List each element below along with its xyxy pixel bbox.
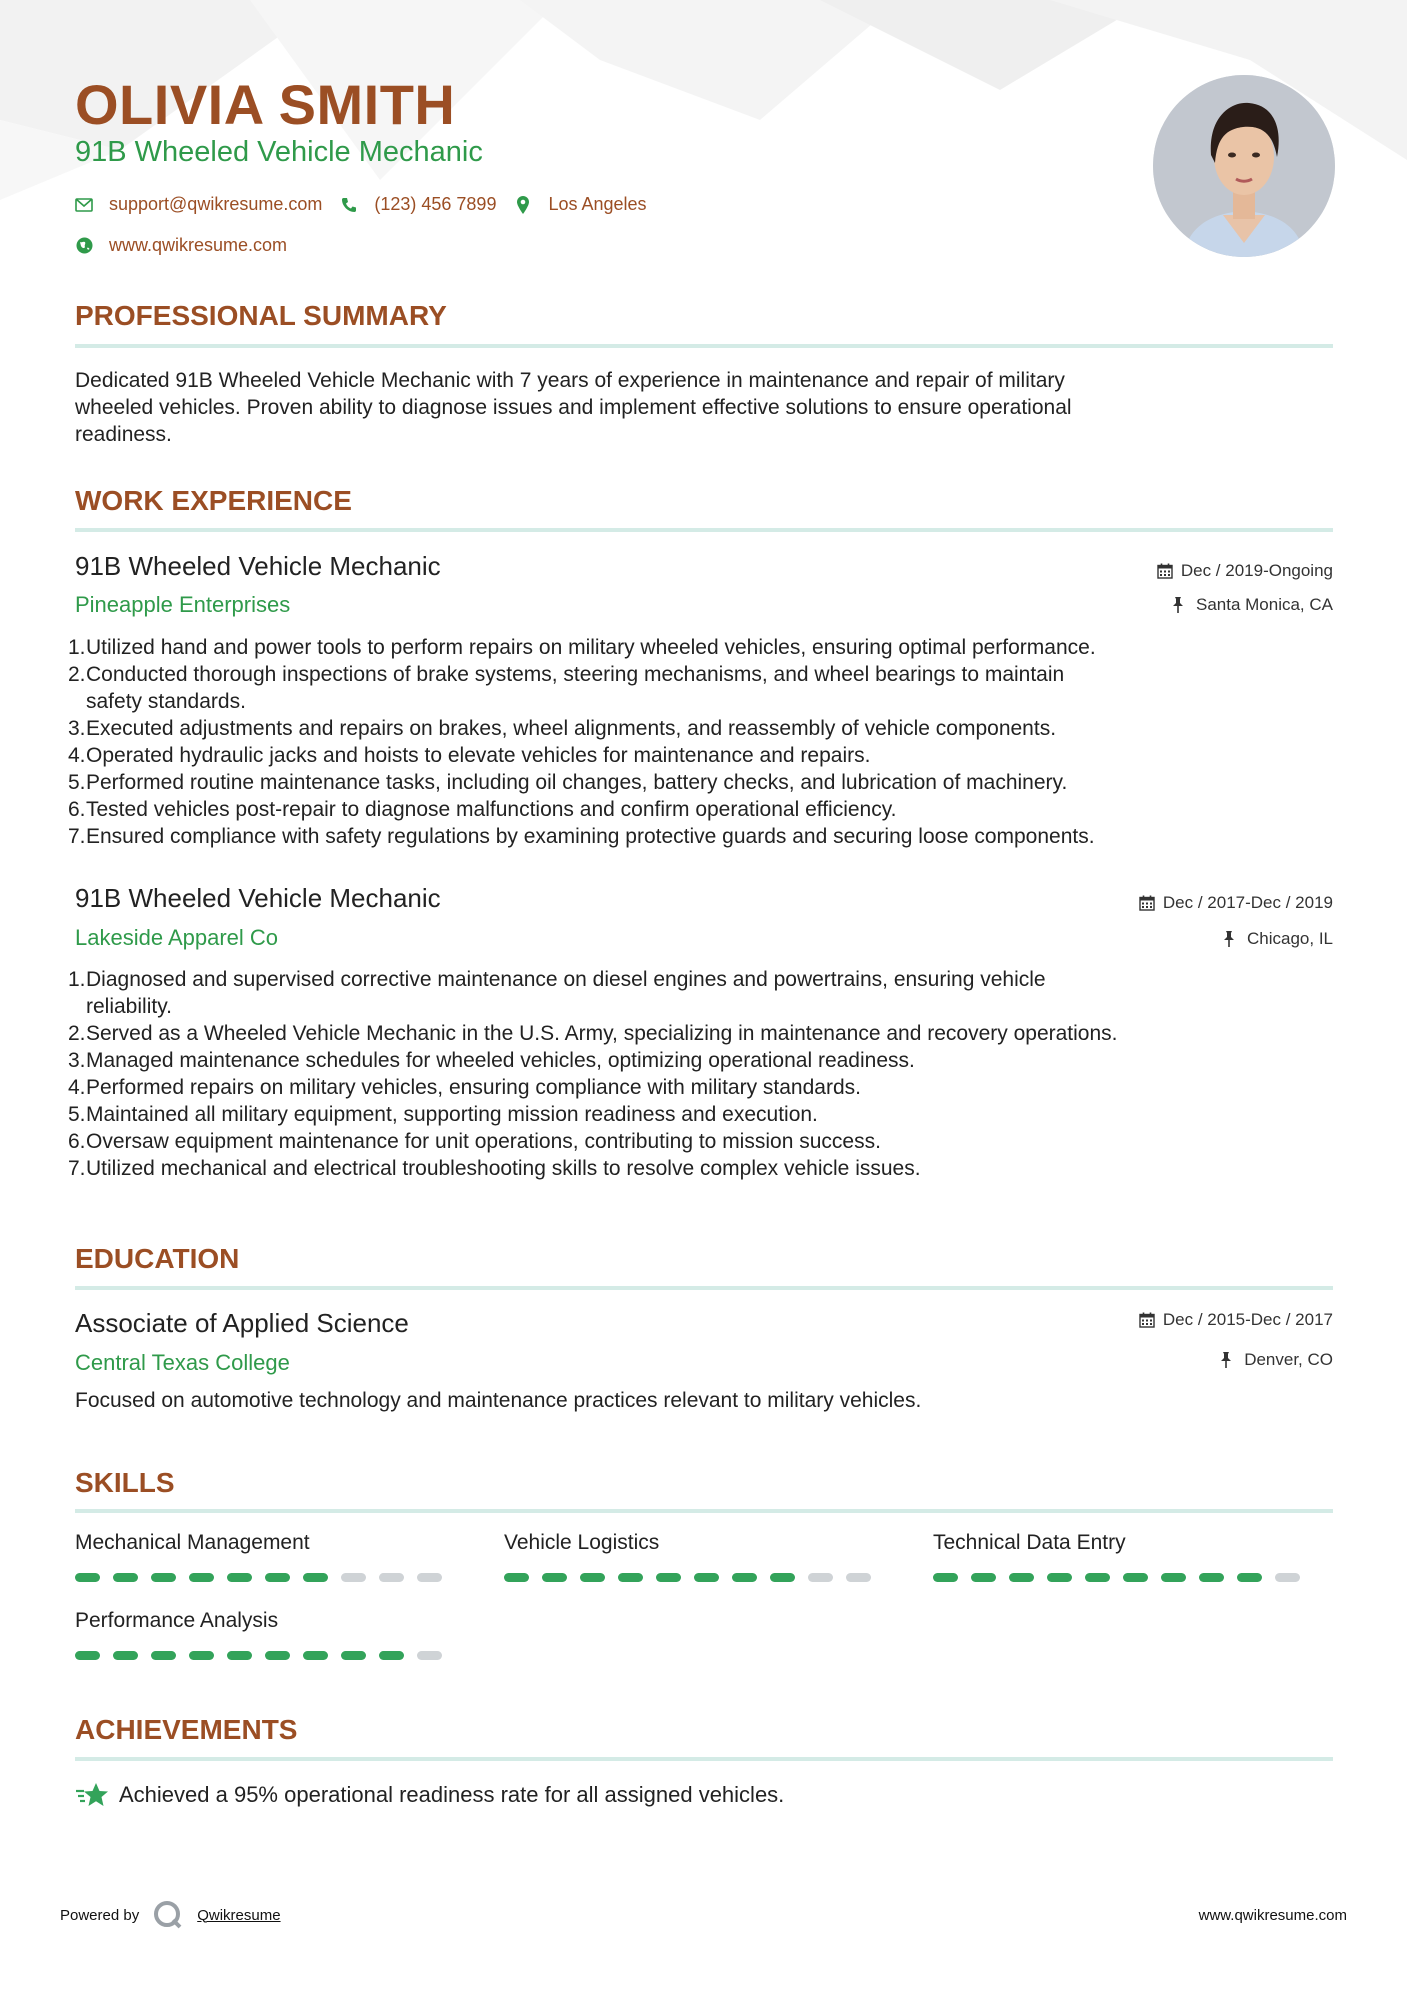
- bullet-text: Performed routine maintenance tasks, including oil changes, battery checks, and lubrication of machinery.: [86, 771, 1068, 794]
- contact-website[interactable]: [75, 235, 287, 256]
- star-icon: [75, 1781, 109, 1809]
- qwikresume-logo-icon: [153, 1900, 183, 1930]
- job-bullets: [68, 966, 1345, 1182]
- job-company: Pineapple Enterprises: [75, 592, 291, 617]
- job-location: [1223, 929, 1333, 949]
- skill-level-segment-filled: [770, 1573, 795, 1582]
- candidate-name: OLIVIA SMITH: [75, 73, 456, 136]
- skill-level-segment-filled: [580, 1573, 605, 1582]
- job-date-text: Dec / 2017-Dec / 2019: [1162, 893, 1333, 912]
- skill-level-segment-filled: [227, 1573, 252, 1582]
- education-location: [1220, 1350, 1333, 1370]
- location-text: Los Angeles: [548, 194, 647, 214]
- skills-divider: [75, 1509, 1333, 1513]
- summary-line: Dedicated 91B Wheeled Vehicle Mechanic with 7 years of experience in maintenance and repair of military: [75, 369, 1065, 392]
- bullet-text: Operated hydraulic jacks and hoists to elevate vehicles for maintenance and repairs.: [86, 744, 871, 767]
- education-description: Focused on automotive technology and maintenance practices relevant to military vehicles.: [75, 1389, 922, 1412]
- list-item: [68, 796, 1345, 823]
- skill-level-segment-filled: [265, 1651, 290, 1660]
- contact-row: [75, 194, 665, 215]
- skill-level-segment-filled: [694, 1573, 719, 1582]
- skill-level-segment-filled: [1161, 1573, 1186, 1582]
- list-item: [68, 1020, 1345, 1047]
- pushpin-icon: [1172, 597, 1188, 613]
- summary-divider: [75, 344, 1333, 348]
- bullet-number: 1.: [68, 968, 86, 991]
- skill-level-segment-empty: [341, 1573, 366, 1582]
- skill-level-segment-empty: [417, 1573, 442, 1582]
- calendar-icon: [1139, 895, 1155, 911]
- skill-level-segment-filled: [189, 1651, 214, 1660]
- summary-line: wheeled vehicles. Proven ability to diagnose issues and implement effective solutions to ensure operational: [75, 396, 1072, 419]
- bullet-number: 1.: [68, 636, 86, 659]
- education-divider: [75, 1286, 1333, 1290]
- calendar-icon: [1139, 1312, 1155, 1328]
- list-item: [68, 1155, 1345, 1182]
- list-item: [68, 715, 1345, 742]
- skill-level-segment-filled: [732, 1573, 757, 1582]
- summary-heading: PROFESSIONAL SUMMARY: [75, 300, 447, 331]
- bullet-text: reliability.: [86, 995, 172, 1018]
- bullet-text: Conducted thorough inspections of brake systems, steering mechanisms, and wheel bearings to maintain: [86, 663, 1065, 686]
- skill-level-segment-filled: [379, 1651, 404, 1660]
- bullet-text: Oversaw equipment maintenance for unit operations, contributing to mission success.: [86, 1130, 881, 1153]
- skill-level-bar: [504, 1573, 884, 1582]
- calendar-icon: [1157, 563, 1173, 579]
- skill-level-segment-empty: [846, 1573, 871, 1582]
- bullet-text: Utilized hand and power tools to perform repairs on military wheeled vehicles, ensuring optimal performance.: [86, 636, 1096, 659]
- bullet-text: Ensured compliance with safety regulations by examining protective guards and securing loose components.: [86, 825, 1095, 848]
- skill-name: Performance Analysis: [75, 1609, 279, 1632]
- achievements-heading: ACHIEVEMENTS: [75, 1714, 298, 1745]
- skill-item: [933, 1531, 1313, 1582]
- bullet-number: 7.: [68, 1157, 86, 1180]
- bullet-text: Maintained all military equipment, supporting mission readiness and execution.: [86, 1103, 818, 1126]
- bullet-number: 2.: [68, 1022, 86, 1045]
- skill-level-bar: [75, 1651, 455, 1660]
- bullet-text: Performed repairs on military vehicles, ensuring compliance with military standards.: [86, 1076, 861, 1099]
- education-date: [1139, 1310, 1333, 1330]
- skill-level-segment-filled: [971, 1573, 996, 1582]
- skill-level-segment-filled: [1123, 1573, 1148, 1582]
- skill-level-segment-filled: [1199, 1573, 1224, 1582]
- skill-level-bar: [933, 1573, 1313, 1582]
- email-icon: [75, 196, 93, 214]
- achievement-text: Achieved a 95% operational readiness rate for all assigned vehicles.: [119, 1782, 785, 1807]
- job-location: [1172, 595, 1333, 615]
- job-date-text: Dec / 2019-Ongoing: [1180, 561, 1333, 580]
- skill-level-segment-empty: [808, 1573, 833, 1582]
- phone-text[interactable]: (123) 456 7899: [374, 194, 497, 214]
- qwikresume-link[interactable]: Qwikresume: [197, 1906, 281, 1924]
- bullet-text: Tested vehicles post-repair to diagnose malfunctions and confirm operational efficiency.: [86, 798, 897, 821]
- bullet-text: Managed maintenance schedules for wheeled vehicles, optimizing operational readiness.: [86, 1049, 915, 1072]
- job-location-text: Chicago, IL: [1247, 929, 1333, 948]
- candidate-title: 91B Wheeled Vehicle Mechanic: [75, 136, 483, 168]
- bullet-text: Served as a Wheeled Vehicle Mechanic in the U.S. Army, specializing in maintenance and recovery operations.: [86, 1022, 1118, 1045]
- job-bullets: [68, 634, 1345, 850]
- list-item: [68, 1101, 1345, 1128]
- bullet-number: 2.: [68, 663, 86, 686]
- list-item: [68, 661, 1345, 715]
- skill-level-segment-empty: [379, 1573, 404, 1582]
- achievements-divider: [75, 1757, 1333, 1761]
- bullet-text: safety standards.: [86, 690, 246, 713]
- footer-powered-by: [60, 1900, 281, 1930]
- education-date-text: Dec / 2015-Dec / 2017: [1162, 1310, 1333, 1329]
- candidate-photo: [1153, 75, 1335, 257]
- job-title: 91B Wheeled Vehicle Mechanic: [75, 883, 441, 913]
- skill-level-segment-filled: [504, 1573, 529, 1582]
- skill-level-segment-filled: [303, 1651, 328, 1660]
- skill-level-segment-filled: [75, 1651, 100, 1660]
- skill-level-segment-filled: [265, 1573, 290, 1582]
- skill-name: Vehicle Logistics: [504, 1531, 660, 1554]
- skill-level-segment-filled: [341, 1651, 366, 1660]
- list-item: [68, 966, 1345, 1020]
- list-item: [68, 1074, 1345, 1101]
- list-item: [68, 1047, 1345, 1074]
- skill-level-segment-empty: [417, 1651, 442, 1660]
- achievement-item: [75, 1781, 784, 1809]
- list-item: [68, 634, 1345, 661]
- bullet-number: 3.: [68, 717, 86, 740]
- skill-level-segment-filled: [1009, 1573, 1034, 1582]
- skill-item: [75, 1531, 455, 1582]
- skill-level-segment-filled: [75, 1573, 100, 1582]
- skill-level-segment-filled: [151, 1651, 176, 1660]
- skill-level-segment-filled: [113, 1651, 138, 1660]
- skill-level-segment-filled: [189, 1573, 214, 1582]
- bullet-text: Executed adjustments and repairs on brakes, wheel alignments, and reassembly of vehicle components.: [86, 717, 1057, 740]
- skill-level-segment-empty: [1275, 1573, 1300, 1582]
- bullet-text: Utilized mechanical and electrical troubleshooting skills to resolve complex vehicle issues.: [86, 1157, 921, 1180]
- skill-level-segment-filled: [542, 1573, 567, 1582]
- bullet-number: 6.: [68, 798, 86, 821]
- summary-line: readiness.: [75, 423, 172, 446]
- education-heading: EDUCATION: [75, 1243, 240, 1274]
- skill-level-segment-filled: [656, 1573, 681, 1582]
- email-text[interactable]: support@qwikresume.com: [109, 194, 323, 214]
- school-name: Central Texas College: [75, 1350, 290, 1375]
- footer-site[interactable]: www.qwikresume.com: [1198, 1907, 1347, 1924]
- skill-item: [504, 1531, 884, 1582]
- skill-level-segment-filled: [1237, 1573, 1262, 1582]
- education-location-text: Denver, CO: [1244, 1350, 1333, 1369]
- experience-heading: WORK EXPERIENCE: [75, 485, 352, 516]
- website-text[interactable]: www.qwikresume.com: [109, 235, 288, 255]
- skill-level-segment-filled: [933, 1573, 958, 1582]
- skills-heading: SKILLS: [75, 1467, 175, 1498]
- skill-item: [75, 1609, 455, 1660]
- pushpin-icon: [1223, 931, 1239, 947]
- job-company: Lakeside Apparel Co: [75, 925, 279, 950]
- bullet-number: 7.: [68, 825, 86, 848]
- skill-level-segment-filled: [303, 1573, 328, 1582]
- skill-level-segment-filled: [113, 1573, 138, 1582]
- degree-title: Associate of Applied Science: [75, 1308, 409, 1338]
- contact-location: [514, 194, 646, 215]
- skill-level-bar: [75, 1573, 455, 1582]
- list-item: [68, 1128, 1345, 1155]
- contact-row-2: [75, 235, 305, 256]
- list-item: [68, 742, 1345, 769]
- bullet-text: Diagnosed and supervised corrective maintenance on diesel engines and powertrains, ensuring vehicle: [86, 968, 1046, 991]
- skill-level-segment-filled: [151, 1573, 176, 1582]
- skill-name: Technical Data Entry: [933, 1531, 1126, 1554]
- skill-level-segment-filled: [1047, 1573, 1072, 1582]
- globe-icon: [75, 237, 93, 255]
- skill-name: Mechanical Management: [75, 1531, 310, 1554]
- skill-level-segment-filled: [227, 1651, 252, 1660]
- list-item: [68, 769, 1345, 796]
- bullet-number: 4.: [68, 1076, 86, 1099]
- list-item: [68, 823, 1345, 850]
- skill-level-segment-filled: [1085, 1573, 1110, 1582]
- summary-text: [75, 367, 1333, 448]
- bullet-number: 5.: [68, 1103, 86, 1126]
- skill-level-segment-filled: [618, 1573, 643, 1582]
- job-title: 91B Wheeled Vehicle Mechanic: [75, 551, 441, 581]
- bullet-number: 4.: [68, 744, 86, 767]
- experience-divider: [75, 528, 1333, 532]
- powered-by-label: Powered by: [60, 1906, 140, 1924]
- pushpin-icon: [1220, 1352, 1236, 1368]
- job-location-text: Santa Monica, CA: [1195, 595, 1333, 614]
- bullet-number: 3.: [68, 1049, 86, 1072]
- contact-email[interactable]: [75, 194, 322, 215]
- bullet-number: 5.: [68, 771, 86, 794]
- phone-icon: [340, 196, 358, 214]
- job-date: [1139, 893, 1333, 913]
- job-date: [1157, 561, 1333, 581]
- map-pin-icon: [514, 196, 532, 214]
- contact-phone[interactable]: [340, 194, 496, 215]
- bullet-number: 6.: [68, 1130, 86, 1153]
